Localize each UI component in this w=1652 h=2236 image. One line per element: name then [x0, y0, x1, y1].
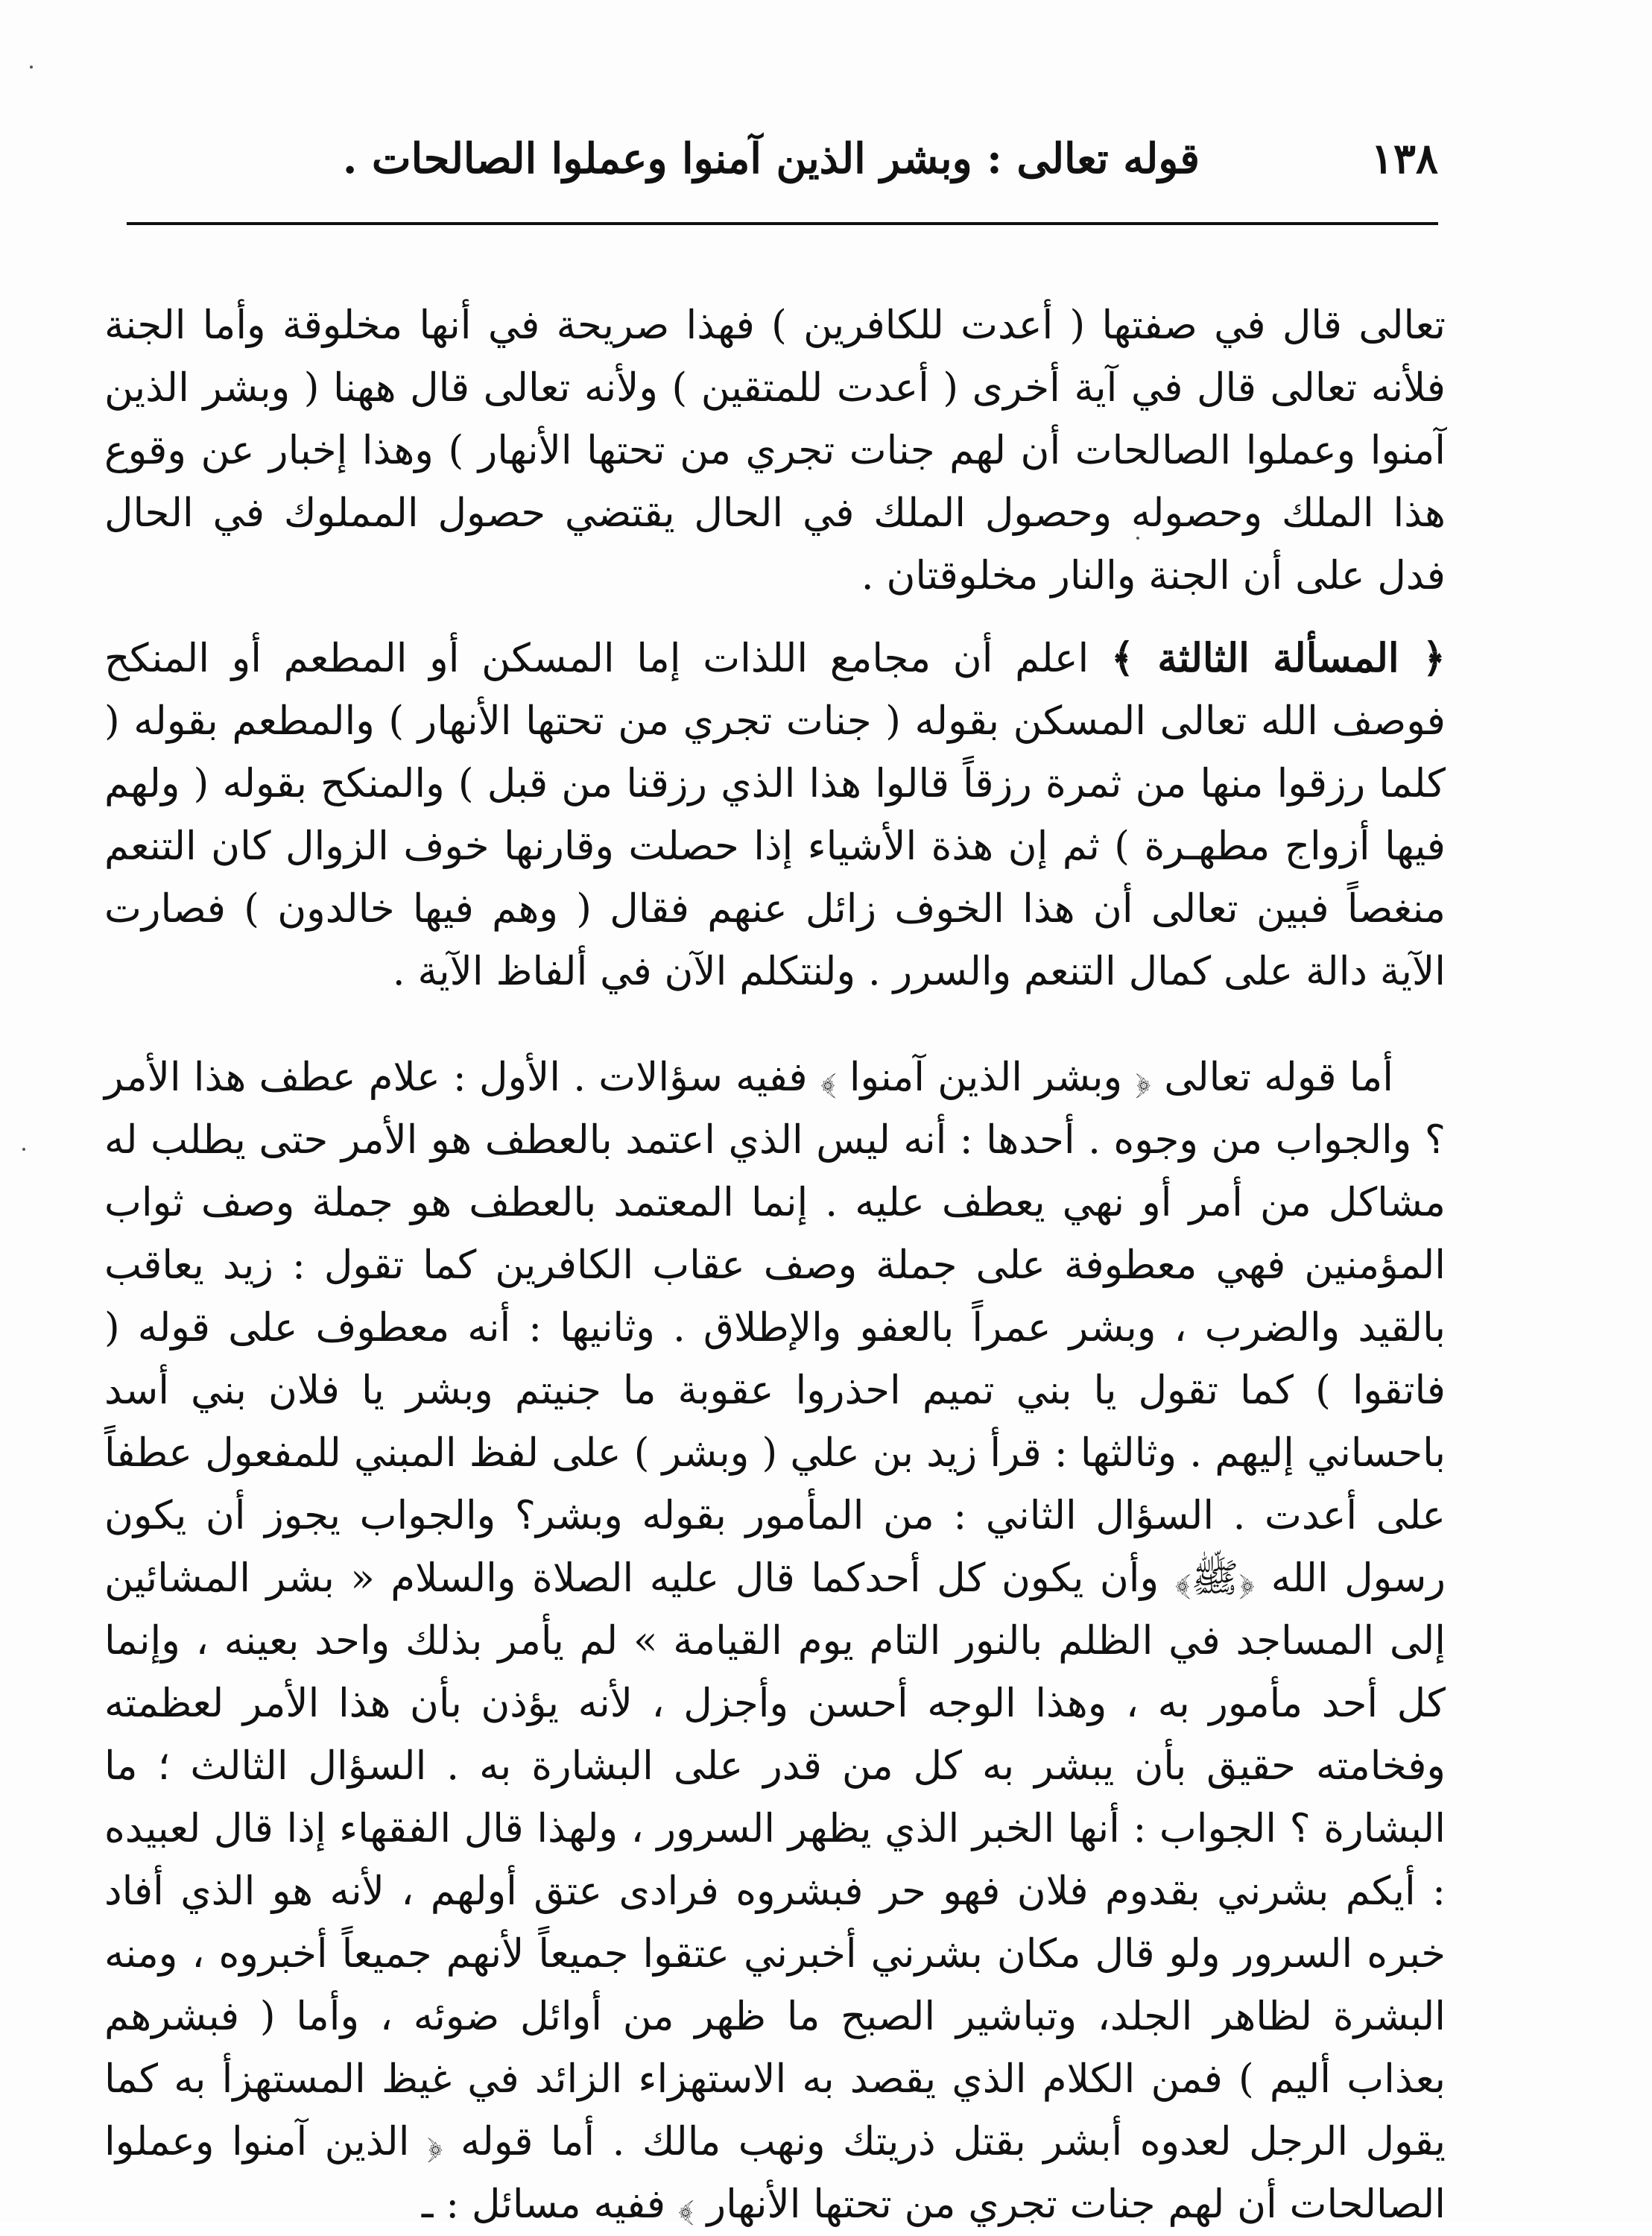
paragraph-1 [104, 294, 1446, 607]
paragraph-2-text: اعلم أن مجامع اللذات إما المسكن أو المطعم أو المنكح فوصف الله تعالى المسكن بقوله ( جنات تجري من تحتها الأنهار ) والمطعم بقوله ( كلما رزقوا منها من ثمرة رزقاً قالوا هذا الذي رزقنا من قبل ) والمنكح بقوله ( ولهم فيها أزواج مطهـرة ) ثم إن هذة الأشياء إذا حصلت وقارنها خوف الزوال كان التنعم منغصاً فبين تعالى أن هذا الخوف زائل عنهم فقال ( وهم فيها خالدون ) فصارت الآية دالة على كمال التنعم والسرر . ولنتكلم الآن في ألفاظ الآية . [104, 636, 1446, 994]
paragraph-1-text: تعالى قال في صفتها ( أعدت للكافرين ) فهذا صريحة في أنها مخلوقة وأما الجنة فلأنه تعالى قال في آية أخرى ( أعدت للمتقين ) ولأنه تعالى قال ههنا ( وبشر الذين آمنوا وعملوا الصالحات أن لهم جنات تجري من تحتها الأنهار ) وهذا إخبار عن وقوع هذا الملك وحصوله وحصول الملك في الحال يقتضي حصول المملوك في الحال فدل على أن الجنة والنار مخلوقتان . [104, 303, 1446, 599]
page-header [127, 119, 1438, 201]
paragraph-2 [104, 627, 1446, 1003]
scan-speck [30, 66, 33, 69]
header-divider [127, 222, 1438, 225]
paragraph-3 [104, 1046, 1446, 2236]
paragraph-3-text: أما قوله تعالى ﴿ وبشر الذين آمنوا ﴾ ففيه سؤالات . الأول : علام عطف هذا الأمر ؟ والجواب من وجوه . أحدها : أنه ليس الذي اعتمد بالعطف هو الأمر حتى يطلب له مشاكل من أمر أو نهي يعطف عليه . إنما المعتمد بالعطف هو جملة وصف ثواب المؤمنين فهي معطوفة على جملة وصف عقاب الكافرين كما تقول : زيد يعاقب بالقيد والضرب ، وبشر عمراً بالعفو والإطلاق . وثانيها : أنه معطوف على قوله ( فاتقوا ) كما تقول يا بني تميم احذروا عقوبة ما جنيتم وبشر يا فلان بني أسد باحساني إليهم . وثالثها : قرأ زيد بن علي ( وبشر ) على لفظ المبني للمفعول عطفاً على أعدت . السؤال الثاني : من المأمور بقوله وبشر؟ والجواب يجوز أن يكون رسول الله ﴿ﷺ﴾ وأن يكون كل أحدكما قال عليه الصلاة والسلام « بشر المشائين إلى المساجد في الظلم بالنور التام يوم القيامة » لم يأمر بذلك واحد بعينه ، وإنما كل أحد مأمور به ، وهذا الوجه أحسن وأجزل ، لأنه يؤذن بأن هذا الأمر لعظمته وفخامته حقيق بأن يبشر به كل من قدر على البشارة به . السؤال الثالث ؛ ما البشارة ؟ الجواب : أنها الخبر الذي يظهر السرور ، ولهذا قال الفقهاء إذا قال لعبيده : أيكم بشرني بقدوم فلان فهو حر فبشروه فرادى عتق أولهم ، لأنه هو الذي أفاد خبره السرور ولو قال مكان بشرني أخبرني عتقوا جميعاً لأنهم جميعاً أخبروه ، ومنه البشرة لظاهر الجلد، وتباشير الصبح ما ظهر من أوائل ضوئه ، وأما ( فبشرهم بعذاب أليم ) فمن الكلام الذي يقصد به الاستهزاء الزائد في غيظ المستهزأ به كما يقول الرجل لعدوه أبشر بقتل ذريتك ونهب مالك . أما قوله ﴿ الذين آمنوا وعملوا الصالحات أن لهم جنات تجري من تحتها الأنهار ﴾ ففيه مسائل : ـ [104, 1055, 1446, 2227]
running-title: قوله تعالى : وبشر الذين آمنوا وعملوا الصالحات . [342, 134, 1200, 183]
main-text [104, 294, 1446, 2236]
page-number: ١٣٨ [1370, 134, 1438, 183]
section-heading: ﴿ المسألة الثالثة ﴾ [1110, 635, 1446, 681]
scan-speck [22, 1148, 25, 1151]
